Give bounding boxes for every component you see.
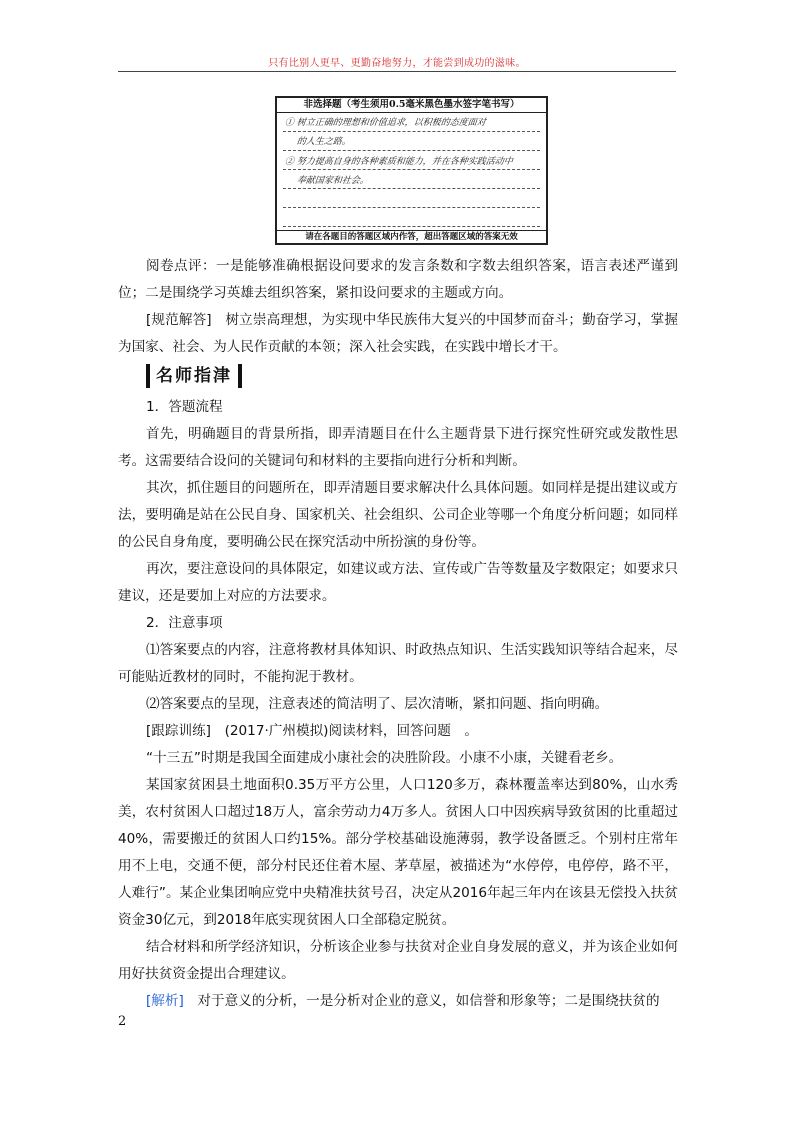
paragraph: 首先，明确题目的背景所指，即弄清题目在什么主题背景下进行探究性研究或发散性思考。这需要结合设问的关键词句和材料的主要指向进行分析和判断。 <box>118 426 678 469</box>
header-rule <box>118 71 676 72</box>
answer-sheet-title: 非选择题（考生须用0.5毫米黑色墨水签字笔书写） <box>277 98 546 113</box>
paragraph: “十三五”时期是我国全面建成小康社会的决胜阶段。小康不小康，关键看老乡。 <box>146 750 623 766</box>
handwritten-line: 奉献国家和社会。 <box>296 176 370 186</box>
paragraph: 再次，要注意设问的具体限定，如建议或方法、宣传或广告等数量及字数限定；如要求只建议，还是要加上对应的方法要求。 <box>118 561 678 604</box>
paragraph: 某国家贫困县土地面积0.35万平方公里，人口120多万，森林覆盖率达到80%，山水秀美，农村贫困人口超过18万人，富余劳动力4万多人。贫困人口中因疾病导致贫困的比重超过40%，需要搬迁的贫困人口约15%。部分学校基础设施薄弱，教学设备匮乏。个别村庄常年用不上电，交通不便，部分村民还住着木屋、茅草屋，被描述为“水停停，电停停，路不平，人难行”。某企业集团响应党中央精准扶贫号召，决定从2016年起三年内在该县无偿投入扶贫资金30亿元，到2018年底实现贫困人口全部稳定脱贫。 <box>118 777 678 928</box>
answer-sheet-image <box>275 96 548 245</box>
answer-sheet-footer: 请在各题目的答题区域内作答，超出答题区域的答案无效 <box>277 230 546 243</box>
document-body <box>118 253 678 1015</box>
section-title: 名师指津 <box>146 364 242 388</box>
section-banner-row <box>118 362 678 392</box>
analysis-paragraph <box>118 988 678 1015</box>
analysis-text: 对于意义的分析，一是分析对企业的意义，如信誉和形象等；二是围绕扶贫的 <box>183 993 660 1009</box>
standard-answer: [规范解答] 树立崇高理想，为实现中华民族伟大复兴的中国梦而奋斗；勤奋学习，掌握为国家、社会、为人民作贡献的本领；深入社会实践，在实践中增长才干。 <box>118 312 678 355</box>
page-number: 2 <box>118 1014 127 1029</box>
paragraph: ⑴答案要点的内容，注意将教材具体知识、时政热点知识、生活实践知识等结合起来，尽可能贴近教材的同时，不能拘泥于教材。 <box>118 642 678 685</box>
header-motto: 只有比别人更早、更勤奋地努力，才能尝到成功的滋味。 <box>268 58 526 69</box>
handwritten-line: ② 努力提高自身的各种素质和能力，并在各种实践活动中 <box>284 157 514 167</box>
answer-sheet-body <box>283 114 540 228</box>
handwritten-line: 的人生之路。 <box>296 137 352 147</box>
review-comment: 阅卷点评：一是能够准确根据设问要求的发言条数和字数去组织答案，语言表述严谨到位；二是围绕学习英雄去组织答案，紧扣设问要求的主题或方向。 <box>118 258 678 301</box>
practice-prompt: [跟踪训练] (2017·广州模拟)阅读材料，回答问题 。 <box>146 723 479 739</box>
subheading: 1．答题流程 <box>146 399 223 415</box>
handwritten-line: ① 树立正确的理想和价值追求，以积极的态度面对 <box>284 118 487 128</box>
question: 结合材料和所学经济知识，分析该企业参与扶贫对企业自身发展的意义，并为该企业如何用好扶贫资金提出合理建议。 <box>118 939 678 982</box>
analysis-label: [解析] <box>146 993 184 1009</box>
subheading: 2．注意事项 <box>146 615 223 631</box>
paragraph: ⑵答案要点的呈现，注意表述的简洁明了、层次清晰，紧扣问题、指向明确。 <box>146 696 609 712</box>
paragraph: 其次，抓住题目的问题所在，即弄清题目要求解决什么具体问题。如同样是提出建议或方法，要明确是站在公民自身、国家机关、社会组织、公司企业等哪一个角度分析问题；如同样的公民自身角度，要明确公民在探究活动中所扮演的身份等。 <box>118 480 678 550</box>
